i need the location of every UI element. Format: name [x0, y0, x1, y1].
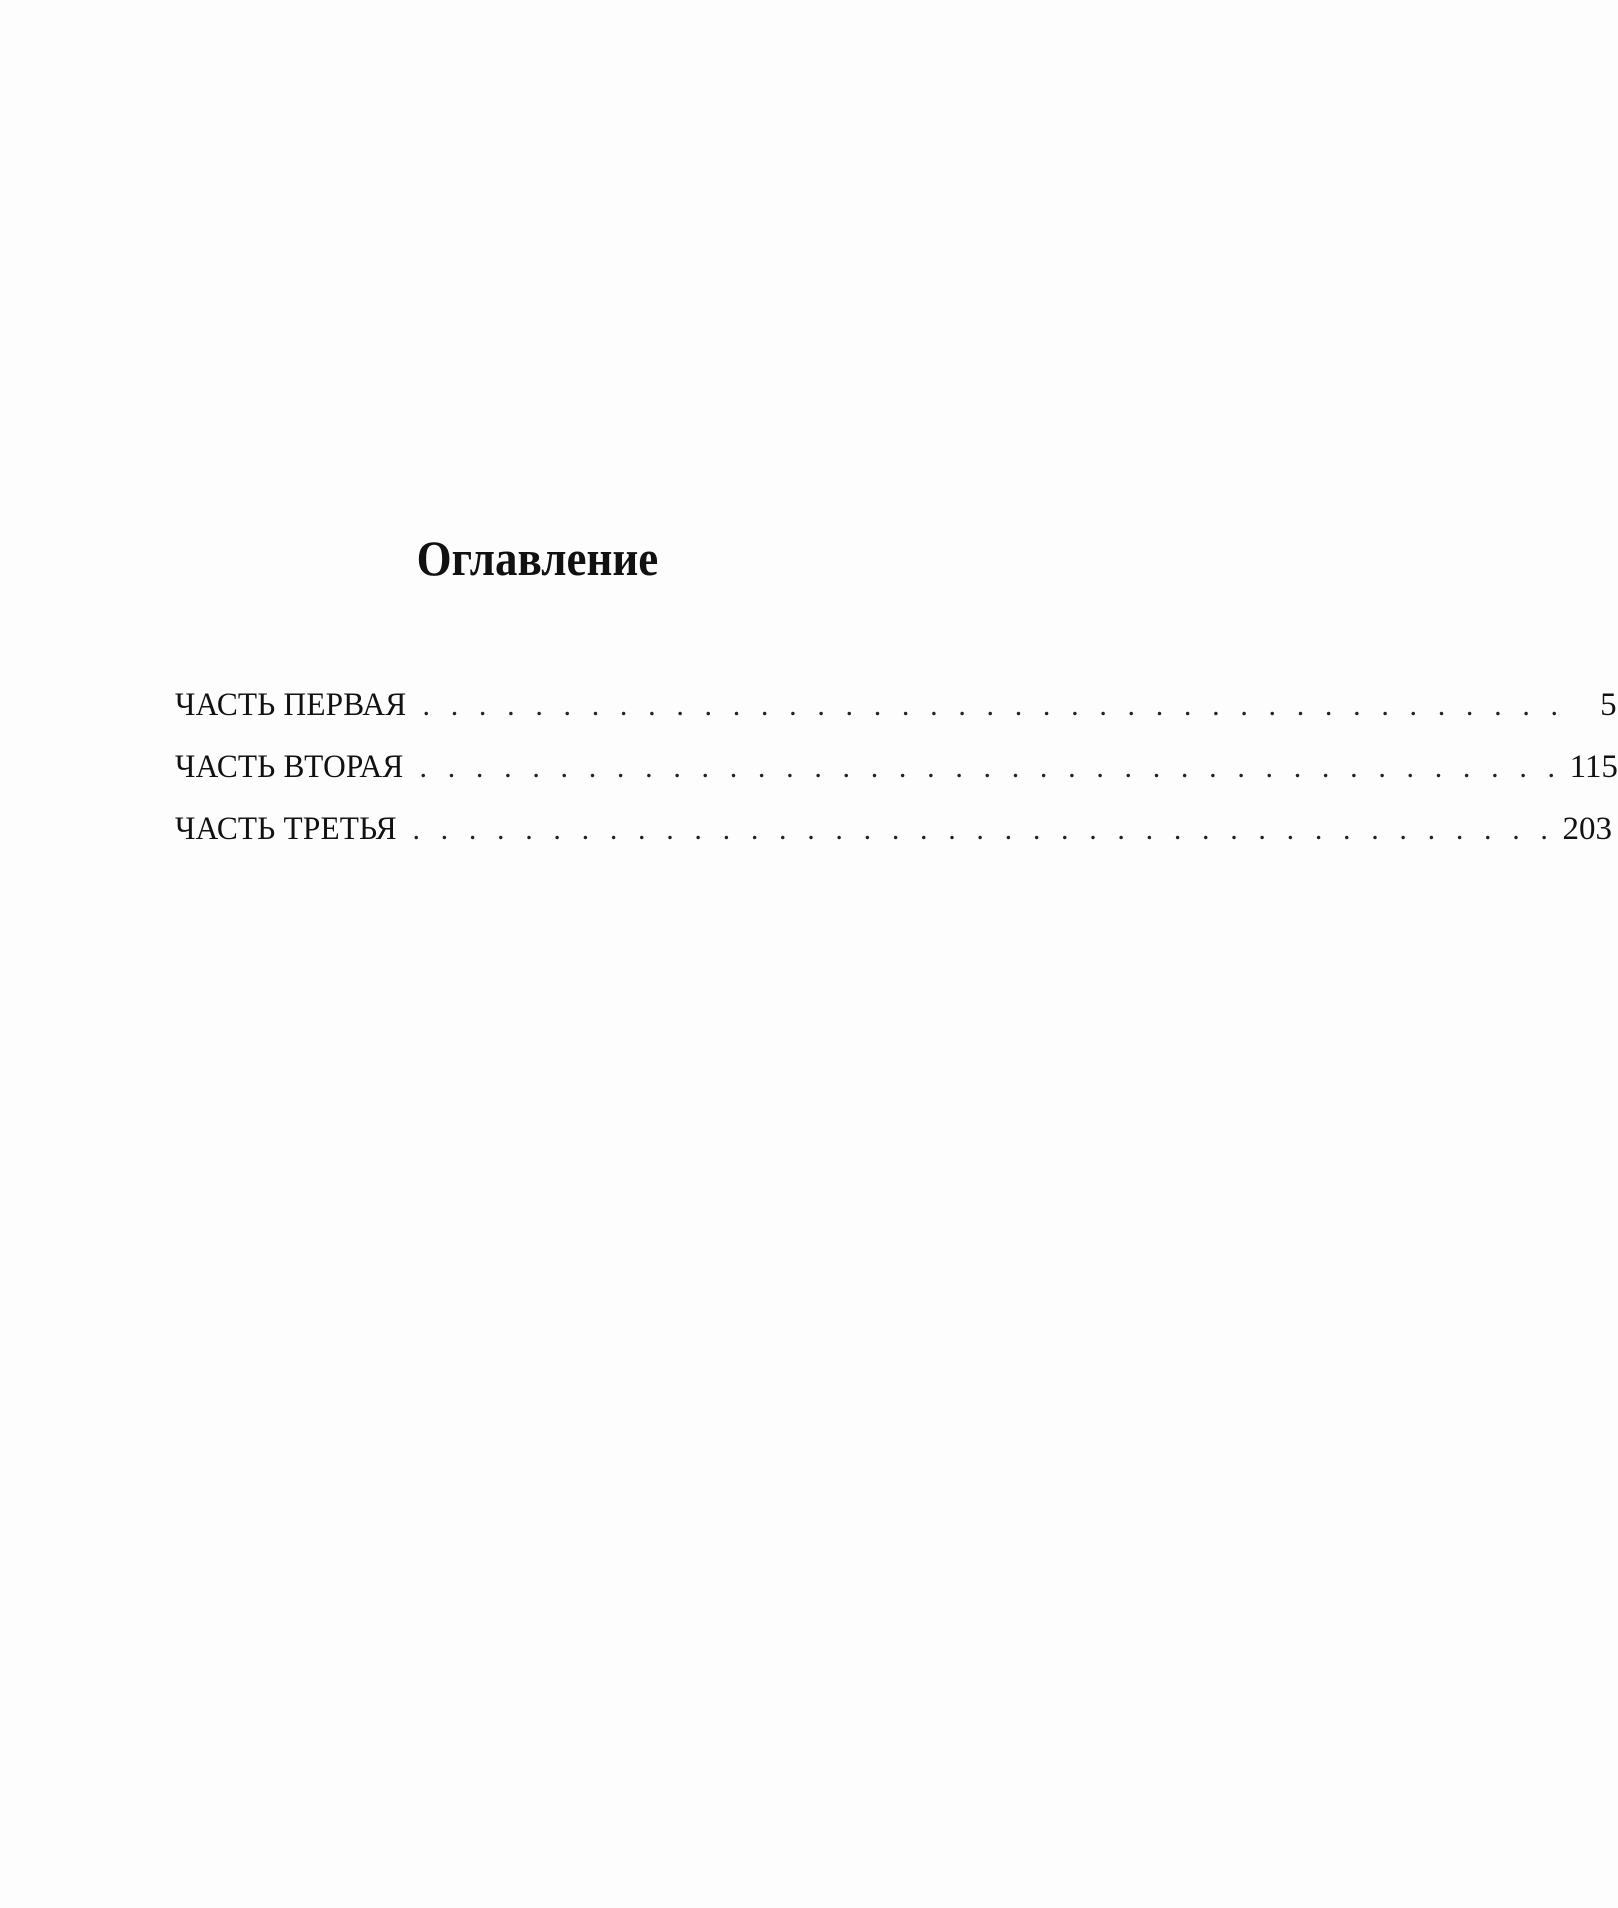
toc-entry-page-number: 203: [1562, 811, 1613, 847]
toc-entry-label: ЧАСТЬ ТРЕТЬЯ: [175, 811, 397, 847]
toc-entry-part-three[interactable]: [175, 807, 1613, 869]
dot-leader: . . . . . . . . . . . . . . . . . . . . . . . . . . . . . . . . . . . . . . . . .: [419, 751, 1562, 784]
dot-leader: . . . . . . . . . . . . . . . . . . . . . . . . . . . . . . . . . . . . . . . . .: [412, 813, 1555, 846]
dot-leader: . . . . . . . . . . . . . . . . . . . . . . . . . . . . . . . . . . . . . . . . .: [422, 689, 1565, 722]
toc-entry-label: ЧАСТЬ ВТОРАЯ: [175, 749, 404, 785]
toc-entry-part-two[interactable]: [175, 745, 1618, 807]
toc-entry-label: ЧАСТЬ ПЕРВАЯ: [175, 687, 407, 723]
toc-entry-page-number: 5: [1600, 687, 1617, 723]
table-of-contents: [175, 683, 1618, 869]
page-title: Оглавление: [416, 530, 659, 586]
toc-entry-page-number: 115: [1569, 749, 1618, 785]
toc-entry-part-one[interactable]: [175, 683, 1617, 745]
